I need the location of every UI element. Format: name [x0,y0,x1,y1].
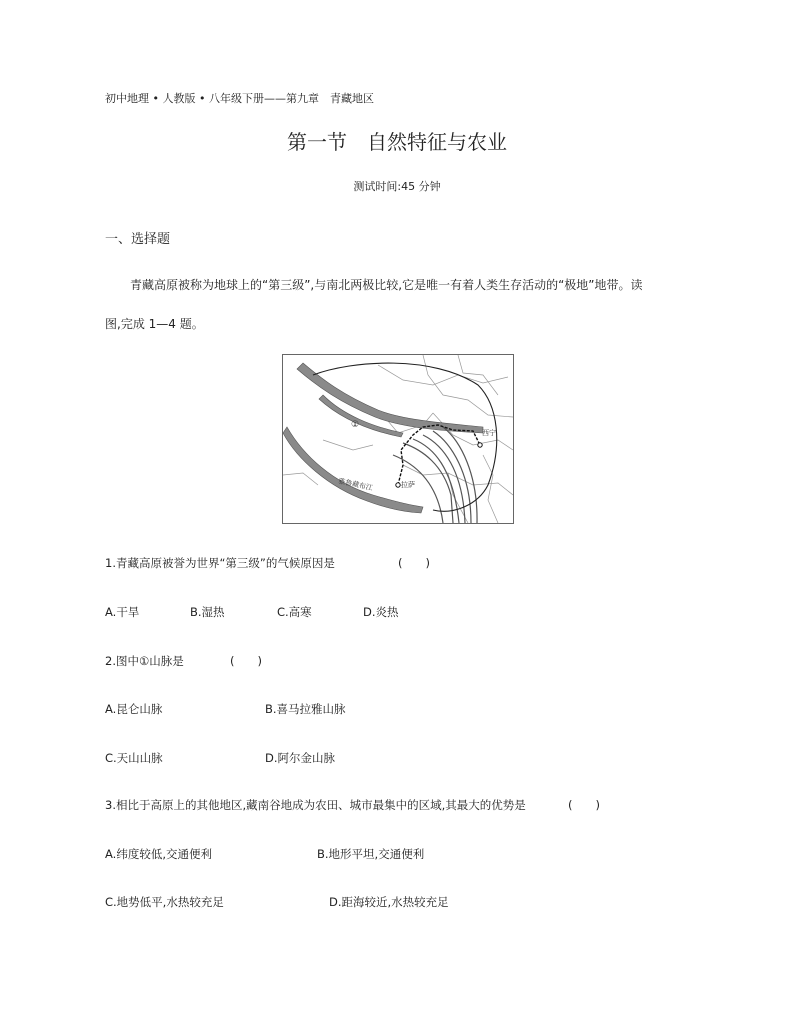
test-time: 测试时间:45 分钟 [353,180,441,193]
question-1-option-c: C.高寒 [277,605,312,619]
question-1-option-b: B.湿热 [190,605,225,619]
intro-line-1: 青藏高原被称为地球上的“第三级”,与南北两极比较,它是唯一有着人类生存活动的“极地”地带。读 [130,278,643,292]
question-2-paren: ( ) [230,654,262,668]
map-figure [283,355,513,523]
page-title: 第一节 自然特征与农业 [287,130,507,154]
question-3-option-d: D.距海较近,水热较充足 [329,895,449,909]
question-1-option-d: D.炎热 [363,605,399,619]
question-1-option-a: A.干旱 [105,605,140,619]
question-3-paren: ( ) [568,798,600,812]
question-3-stem: 3.相比于高原上的其他地区,藏南谷地成为农田、城市最集中的区域,其最大的优势是 [105,798,526,812]
question-2-option-b: B.喜马拉雅山脉 [265,702,346,716]
question-2-stem: 2.图中①山脉是 [105,654,184,668]
city-xining-label: 西宁 [482,429,496,437]
section-heading: 一、选择题 [105,232,171,247]
question-2-option-c: C.天山山脉 [105,751,163,765]
city-lhasa-label: 拉萨 [401,481,415,489]
breadcrumb: 初中地理 • 人教版 • 八年级下册——第九章 青藏地区 [105,92,374,105]
question-2-option-a: A.昆仑山脉 [105,702,163,716]
river-label: 雅鲁藏布江 [337,477,374,493]
intro-line-2: 图,完成 1—4 题。 [105,317,204,331]
question-1-paren: ( ) [398,556,430,570]
question-3-option-c: C.地势低平,水热较充足 [105,895,224,909]
question-2-option-d: D.阿尔金山脉 [265,751,336,765]
question-1-stem: 1.青藏高原被誉为世界“第三级”的气候原因是 [105,556,335,570]
tibet-plateau-map [282,354,514,524]
question-3-option-a: A.纬度较低,交通便利 [105,847,212,861]
question-3-option-b: B.地形平坦,交通便利 [317,847,425,861]
marker-1-label: ① [351,420,360,430]
